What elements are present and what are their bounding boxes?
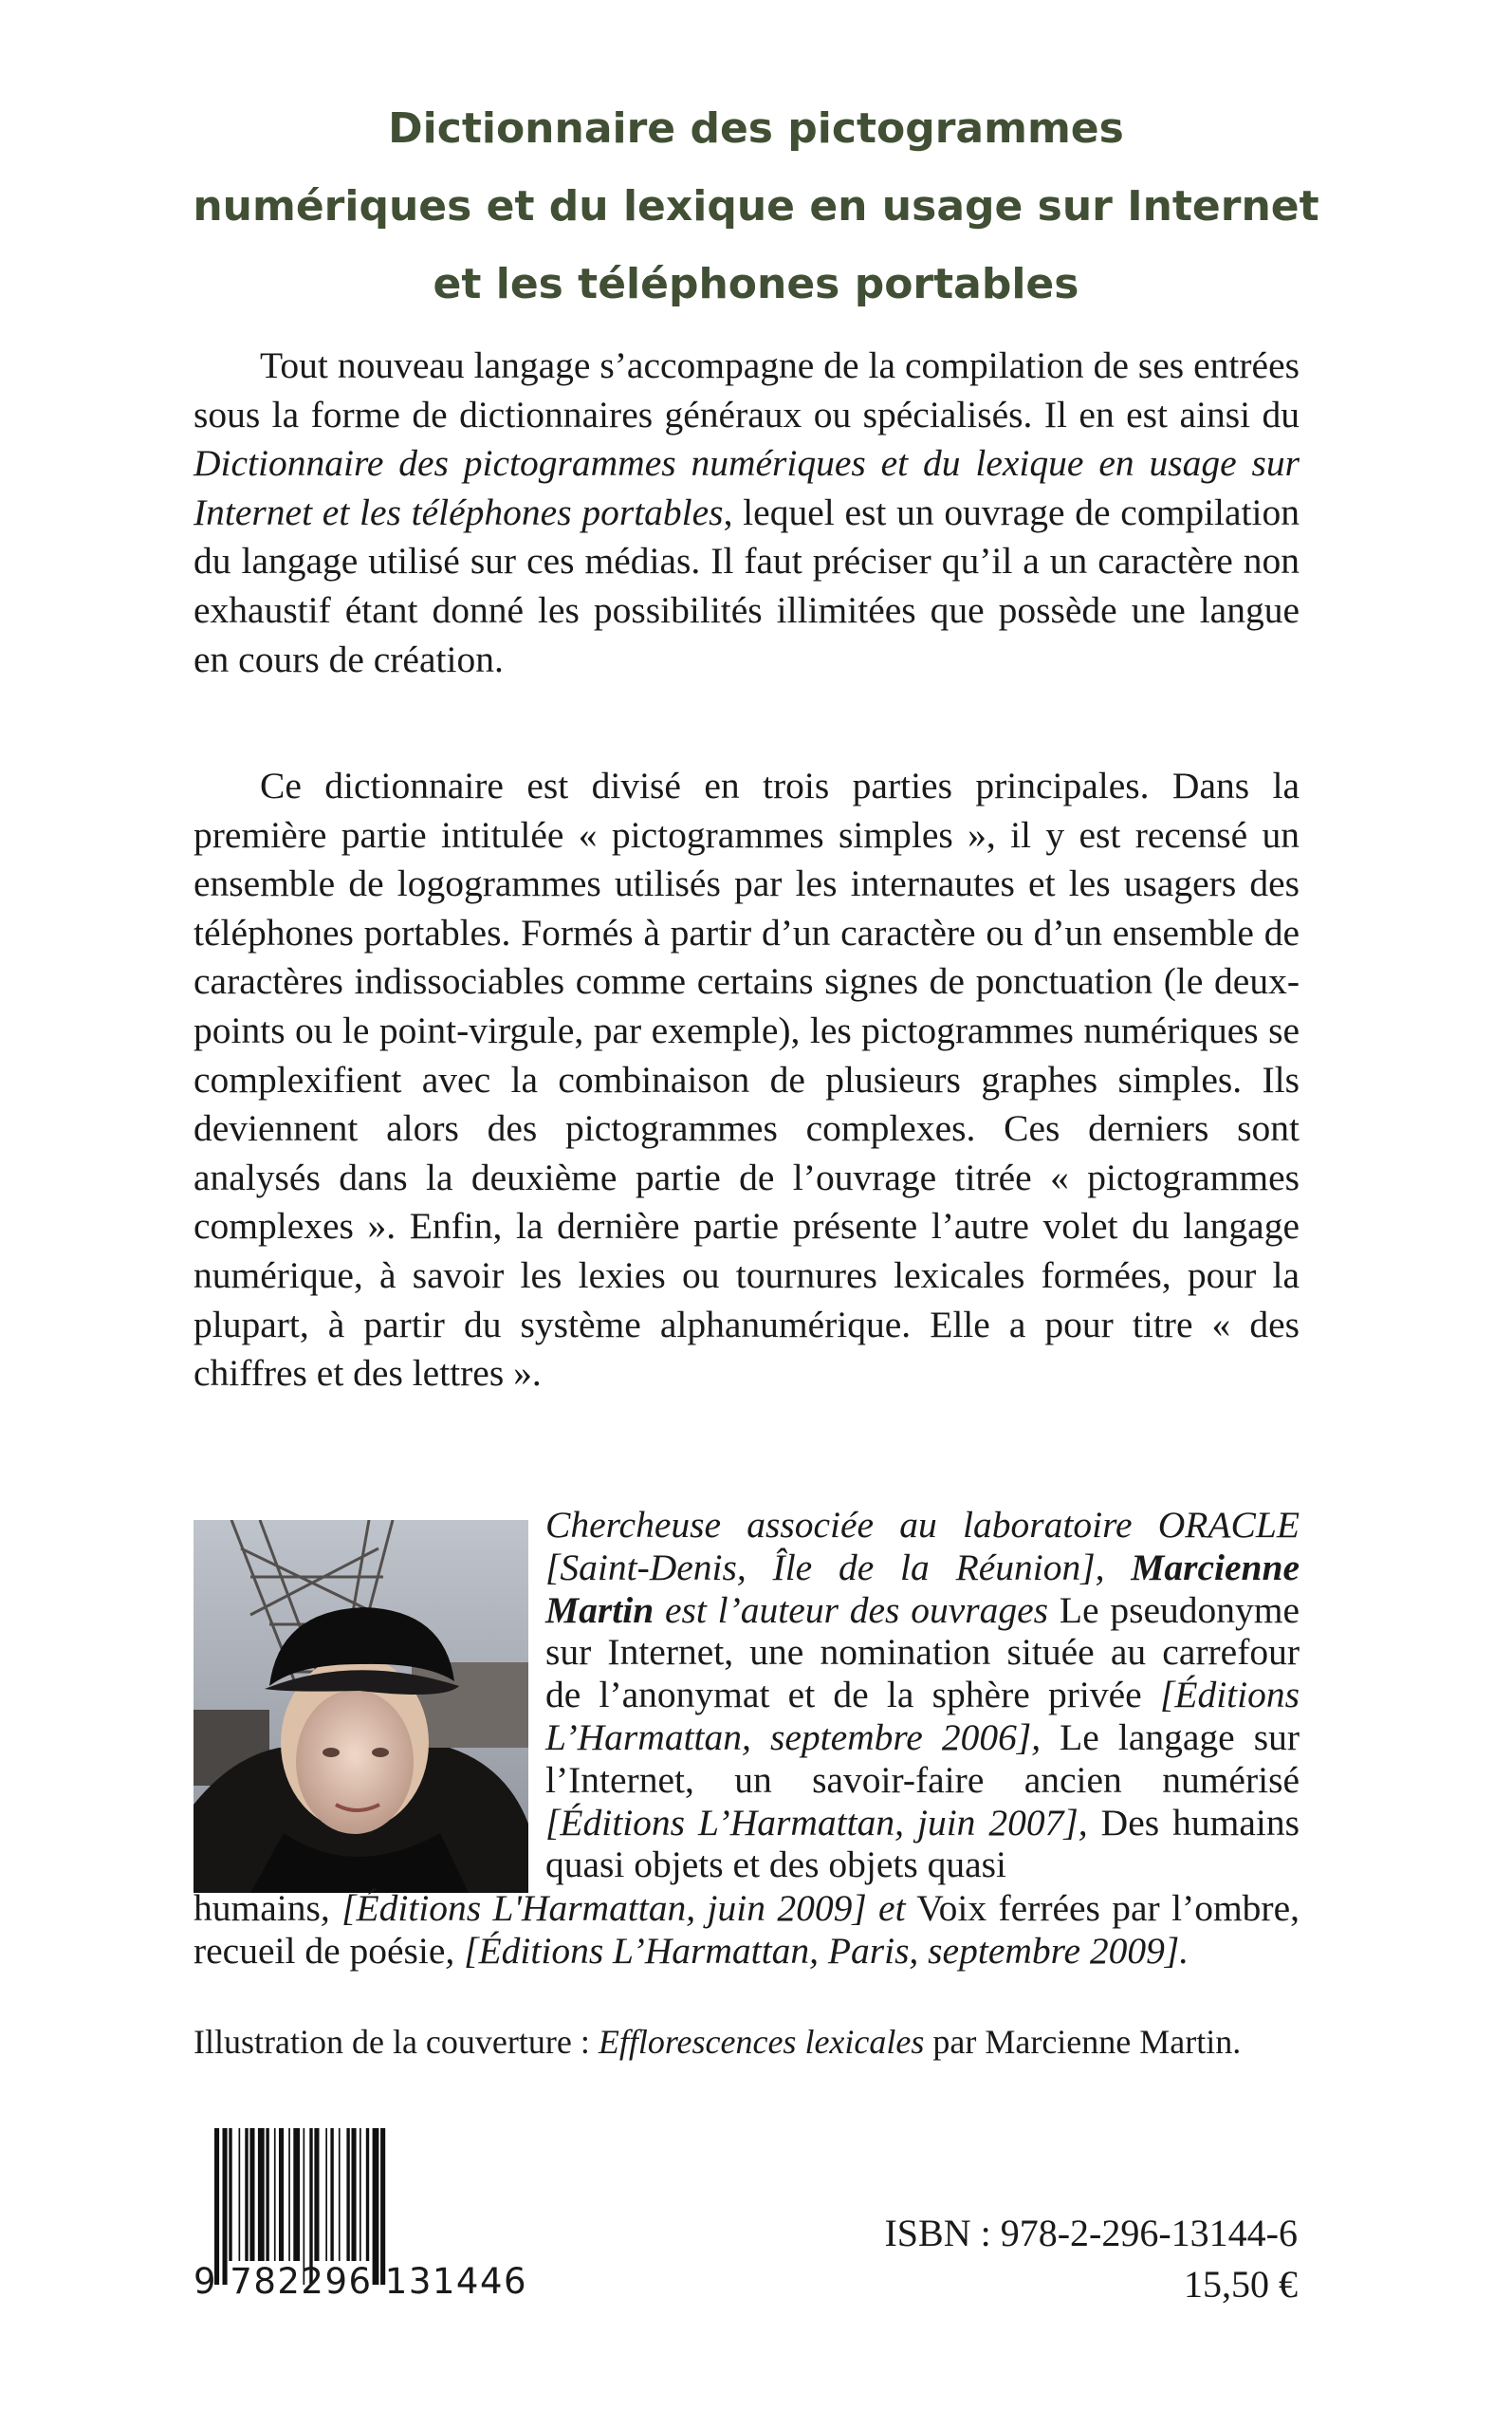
cover-illustration-credit [194,2019,1332,2065]
title-line: et les téléphones portables [433,260,1079,308]
bio-text: [Éditions L’Harmattan, septembre 2006], [545,1674,1300,1758]
bio-text: [Éditions L’Harmattan, juin 2007], [545,1801,1088,1844]
barcode-bar [360,2128,361,2261]
bio-text: humains [194,1887,321,1929]
summary-text: Tout nouveau langage s’accompagne de la compilation de ses entrées sous la forme de dictionnaires généraux ou spécialisés. Il en est ainsi du [194,344,1300,435]
barcode-bar [239,2128,241,2261]
book-title [142,90,1370,324]
bio-text: Le langage sur l’Internet, un savoir-faire ancien numérisé [545,1715,1300,1801]
summary-text: Ce dictionnaire est divisé en trois parties principales. Dans la première partie intitulée « pictogrammes simples », il y est recensé un ensemble de logogrammes utilisés par les internautes et les usagers des téléphones portables. Formés à partir d’un caractère ou d’un ensemble de caractères indissociables comme certains signes de ponctuation (le deux-points ou le point-virgule, par exemple), les pictogrammes numériques se complexifient avec la combinaison de plusieurs graphes simples. Ils deviennent alors des pictogrammes complexes. Ces derniers sont analysés dans la deuxième partie de l’ouvrage titrée « pictogrammes complexes ». Enfin, la dernière partie présente l’autre volet du langage numérique, à savoir les lexies ou tournures lexicales formées, pour la plupart, à partir du système alphanumérique. Elle a pour titre « des chiffres et des lettres ». [194,765,1300,1395]
barcode [194,2128,554,2307]
barcode-bar [366,2128,369,2261]
barcode-bar [288,2128,290,2261]
barcode-bar [330,2128,333,2261]
barcode-bar [339,2128,341,2261]
caption-work-title: Efflorescences lexicales [598,2023,925,2061]
bio-text: Le pseudonyme sur Internet, une nomination située au carrefour de l’anonymat et de la sphère privée [545,1588,1300,1716]
barcode-bar [274,2128,276,2261]
caption-text: par Marcienne Martin. [924,2023,1242,2061]
barcode-bar [279,2128,284,2261]
barcode-bar [229,2128,231,2261]
bio-text: Chercheuse associée au laboratoire ORACLE [Saint-Denis, Île de la Réunion], [545,1504,1300,1588]
barcode-bar [325,2128,327,2261]
author-bio-continued [194,1887,1300,1973]
author-name: Marcienne Martin [545,1546,1300,1631]
bio-text: , [Éditions L’Harmattan, Paris, septembre 2009]. [445,1929,1189,1972]
barcode-bar [352,2128,357,2261]
summary-text: , lequel est un ouvrage de compilation du langage utilisé sur ces médias. Il faut préciser qu’il a un caractère non exhaustif étant donné les possibilités illimitées que possède une langue en cours de création. [194,491,1300,680]
summary-paragraph-2 [194,762,1300,1399]
barcode-bar [249,2128,254,2261]
barcode-bar [346,2128,349,2261]
summary-paragraph-1 [194,342,1300,684]
barcode-bar [266,2128,268,2261]
isbn: ISBN : 978-2-296-13144-6 [884,2212,1298,2254]
title-line: numériques et du lexique en usage sur Internet [193,182,1319,231]
barcode-bar [314,2128,319,2261]
bio-text: est l’auteur des ouvrages [654,1588,1049,1631]
bio-text: Des humains quasi objets et des objets quasi [545,1801,1300,1886]
barcode-bar [293,2128,300,2261]
bio-text: , [Éditions L'Harmattan, juin 2009] et [320,1887,906,1929]
price: 15,50 € [1184,2263,1298,2306]
title-line: Dictionnaire des pictogrammes [388,104,1124,153]
caption-text: Illustration de la couverture : [194,2023,599,2061]
book-title-italic: Dictionnaire des pictogrammes numériques et du lexique en usage sur Internet et les téléphones portables [194,442,1300,533]
bio-text: Voix ferrées par l’ombre, recueil de poésie [194,1887,1300,1972]
barcode-bar [258,2128,265,2261]
author-bio [194,1504,1300,1886]
barcode-digits: 9 782296 131446 [194,2261,528,2302]
barcode-bar [245,2128,248,2261]
